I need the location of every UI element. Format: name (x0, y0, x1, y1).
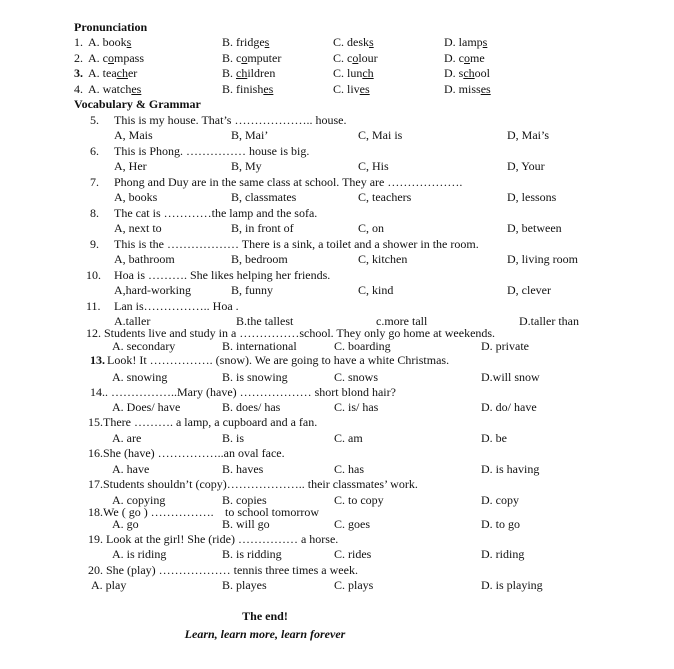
pronunciation-number: 2. (74, 51, 83, 65)
word-part: D. lamp (444, 35, 483, 49)
pronunciation-number: 3. (74, 66, 83, 80)
word-part: D. c (444, 51, 464, 65)
q19-option-c: C. rides (334, 547, 372, 561)
pronunciation-option-b (222, 82, 273, 96)
q11-option-a: A.taller (114, 314, 151, 328)
q11-option-c: c.more tall (376, 314, 428, 328)
pronunciation-number: 4. (74, 82, 83, 96)
word-part: ool (474, 66, 491, 80)
word-part: ildren (247, 66, 276, 80)
q15-option-a: A. are (112, 431, 142, 445)
question-8-number: 8. (90, 206, 99, 220)
underlined-sound: s (369, 35, 374, 49)
q6-option-a: A, Her (114, 159, 147, 173)
q8-option-c: C, on (358, 221, 385, 235)
q19-option-a: A. is riding (112, 547, 167, 561)
pronunciation-option-c (333, 82, 370, 96)
question-11-text: Lan is…………….. Hoa . (114, 299, 239, 313)
closing-motto: Learn, learn more, learn forever (184, 627, 346, 641)
q15-option-b: B. is (222, 431, 245, 445)
q9-option-d: D, living room (507, 252, 578, 266)
word-part: C. lun (333, 66, 363, 80)
word-part: B. fridge (222, 35, 265, 49)
question-14-text: 14.. ……………..Mary (have) ……………… short blond hair? (90, 385, 396, 399)
q7-option-d: D, lessons (507, 190, 557, 204)
word-part: B. c (222, 51, 242, 65)
q9-option-c: C, kitchen (358, 252, 408, 266)
pronunciation-option-a (88, 66, 137, 80)
word-part: A. watch (88, 82, 132, 96)
underlined-sound: es (359, 82, 370, 96)
underlined-sound: o (108, 51, 114, 65)
q15-option-d: D. be (481, 431, 507, 445)
q20-option-a: A. play (91, 578, 127, 592)
question-7-text: Phong and Duy are in the same class at school. They are ………………. (114, 175, 463, 189)
q16-option-a: A. have (112, 462, 150, 476)
question-16-text: 16.She (have) ……………..an oval face. (88, 446, 285, 460)
question-18-text: 18.We ( go ) ……………. (88, 505, 214, 519)
q10-option-c: C, kind (358, 283, 394, 297)
q14-option-a: A. Does/ have (112, 400, 181, 414)
q20-option-d: D. is playing (481, 578, 543, 592)
question-8-text: The cat is …………the lamp and the sofa. (114, 206, 318, 220)
q10-option-d: D, clever (507, 283, 551, 297)
q9-option-a: A, bathroom (114, 252, 175, 266)
question-17-text: 17.Students shouldn’t (copy)……………….. their classmates’ work. (88, 477, 418, 491)
question-18-text-cont: to school tomorrow (225, 505, 319, 519)
q5-option-c: C, Mai is (358, 128, 403, 142)
q13-option-a: A. snowing (112, 370, 168, 384)
q5-option-d: D, Mai’s (507, 128, 549, 142)
underlined-sound: o (464, 51, 470, 65)
question-5-number: 5. (90, 113, 99, 127)
question-10-number: 10. (86, 268, 101, 282)
q7-option-c: C, teachers (358, 190, 412, 204)
question-7-number: 7. (90, 175, 99, 189)
q18-option-b: B. will go (222, 517, 270, 531)
word-part: mpass (114, 51, 144, 65)
underlined-sound: ch (116, 66, 128, 80)
word-part: A. tea (88, 66, 117, 80)
q16-option-c: C. has (334, 462, 364, 476)
pronunciation-option-c (333, 66, 374, 80)
pronunciation-option-d (444, 35, 487, 49)
underlined-sound: s (264, 35, 270, 49)
q17-option-d: D. copy (481, 493, 519, 507)
question-6-number: 6. (90, 144, 99, 158)
question-19-text: 19. Look at the girl! She (ride) …………… a horse. (88, 532, 339, 546)
word-part: D. miss (444, 82, 481, 96)
underlined-sound: ch (463, 66, 475, 80)
pronunciation-heading: Pronunciation (74, 20, 148, 34)
question-5-text: This is my house. That’s ……………….. house. (114, 113, 347, 127)
q6-option-b: B, My (231, 159, 262, 173)
q7-option-a: A, books (114, 190, 158, 204)
q14-option-c: C. is/ has (334, 400, 379, 414)
q12-option-a: A. secondary (112, 339, 176, 353)
underlined-sound: es (480, 82, 491, 96)
underlined-sound: s (126, 35, 132, 49)
pronunciation-option-b (222, 66, 275, 80)
q6-option-d: D, Your (507, 159, 545, 173)
q18-option-d: D. to go (481, 517, 520, 531)
q15-option-c: C. am (334, 431, 363, 445)
word-part: mputer (247, 51, 282, 65)
q8-option-d: D, between (507, 221, 562, 235)
underlined-sound: s (482, 35, 488, 49)
question-11-number: 11. (86, 299, 101, 313)
q5-option-a: A, Mais (114, 128, 153, 142)
pronunciation-option-a (88, 82, 141, 96)
pronunciation-option-a (88, 51, 144, 65)
pronunciation-option-c (333, 51, 378, 65)
word-part: er (127, 66, 138, 80)
q10-option-b: B, funny (231, 283, 273, 297)
pronunciation-number: 1. (74, 35, 83, 49)
pronunciation-option-d (444, 66, 490, 80)
word-part: A. book (88, 35, 127, 49)
word-part: A. c (88, 51, 108, 65)
q11-option-b: B.the tallest (236, 314, 294, 328)
pronunciation-option-b (222, 51, 281, 65)
q20-option-c: C. plays (334, 578, 374, 592)
q16-option-d: D. is having (481, 462, 540, 476)
q13-option-b: B. is snowing (222, 370, 288, 384)
word-part: C. c (333, 51, 353, 65)
q19-option-d: D. riding (481, 547, 525, 561)
underlined-sound: ch (236, 66, 248, 80)
pronunciation-option-d (444, 82, 491, 96)
question-13-number: 13. (90, 353, 105, 367)
q14-option-b: B. does/ has (222, 400, 281, 414)
underlined-sound: ch (362, 66, 374, 80)
question-12-text: 12. Students live and study in a ……………school. They only go home at weekends. (86, 326, 496, 340)
word-part: me (470, 51, 485, 65)
q16-option-b: B. haves (222, 462, 264, 476)
q17-option-a: A. copying (112, 493, 166, 507)
q18-option-a: A. go (112, 517, 139, 531)
question-20-text: 20. She (play) ……………… tennis three times a week. (88, 563, 358, 577)
question-10-text: Hoa is ………. She likes helping her friends. (114, 268, 331, 282)
word-part: B. finish (222, 82, 264, 96)
word-part: C. liv (333, 82, 360, 96)
q12-option-d: D. private (481, 339, 529, 353)
q8-option-b: B, in front of (231, 221, 294, 235)
question-15-text: 15.There ………. a lamp, a cupboard and a fan. (88, 415, 318, 429)
q17-option-c: C. to copy (334, 493, 384, 507)
q5-option-b: B, Mai’ (231, 128, 269, 142)
underlined-sound: es (131, 82, 142, 96)
q13-option-d: D.will snow (481, 370, 540, 384)
pronunciation-option-d (444, 51, 485, 65)
q6-option-c: C, His (358, 159, 389, 173)
q19-option-b: B. is ridding (222, 547, 282, 561)
vocabulary-heading: Vocabulary & Grammar (74, 97, 201, 111)
underlined-sound: o (352, 51, 359, 65)
q18-option-c: C. goes (334, 517, 370, 531)
question-6-text: This is Phong. …………… house is big. (114, 144, 310, 158)
q14-option-d: D. do/ have (481, 400, 537, 414)
q7-option-b: B, classmates (231, 190, 297, 204)
pronunciation-option-c (333, 35, 374, 49)
pronunciation-option-b (222, 35, 269, 49)
question-13-text: Look! It ……………. (snow). We are going to have a white Christmas. (107, 353, 450, 367)
q9-option-b: B, bedroom (231, 252, 288, 266)
q8-option-a: A, next to (114, 221, 162, 235)
word-part: lour (358, 51, 378, 65)
underlined-sound: o (241, 51, 248, 65)
q20-option-b: B. playes (222, 578, 267, 592)
question-9-number: 9. (90, 237, 99, 251)
q11-option-d: D.taller than (519, 314, 579, 328)
q12-option-b: B. international (222, 339, 297, 353)
question-9-text: This is the ……………… There is a sink, a toilet and a shower in the room. (114, 237, 479, 251)
q12-option-c: C. boarding (334, 339, 391, 353)
underlined-sound: es (263, 82, 274, 96)
word-part: C. desk (333, 35, 369, 49)
pronunciation-option-a (88, 35, 131, 49)
word-part: B. (222, 66, 237, 80)
the-end-title: The end! (242, 609, 288, 623)
q17-option-b: B. copies (222, 493, 267, 507)
q13-option-c: C. snows (334, 370, 379, 384)
q10-option-a: A,hard-working (114, 283, 191, 297)
word-part: D. s (444, 66, 464, 80)
